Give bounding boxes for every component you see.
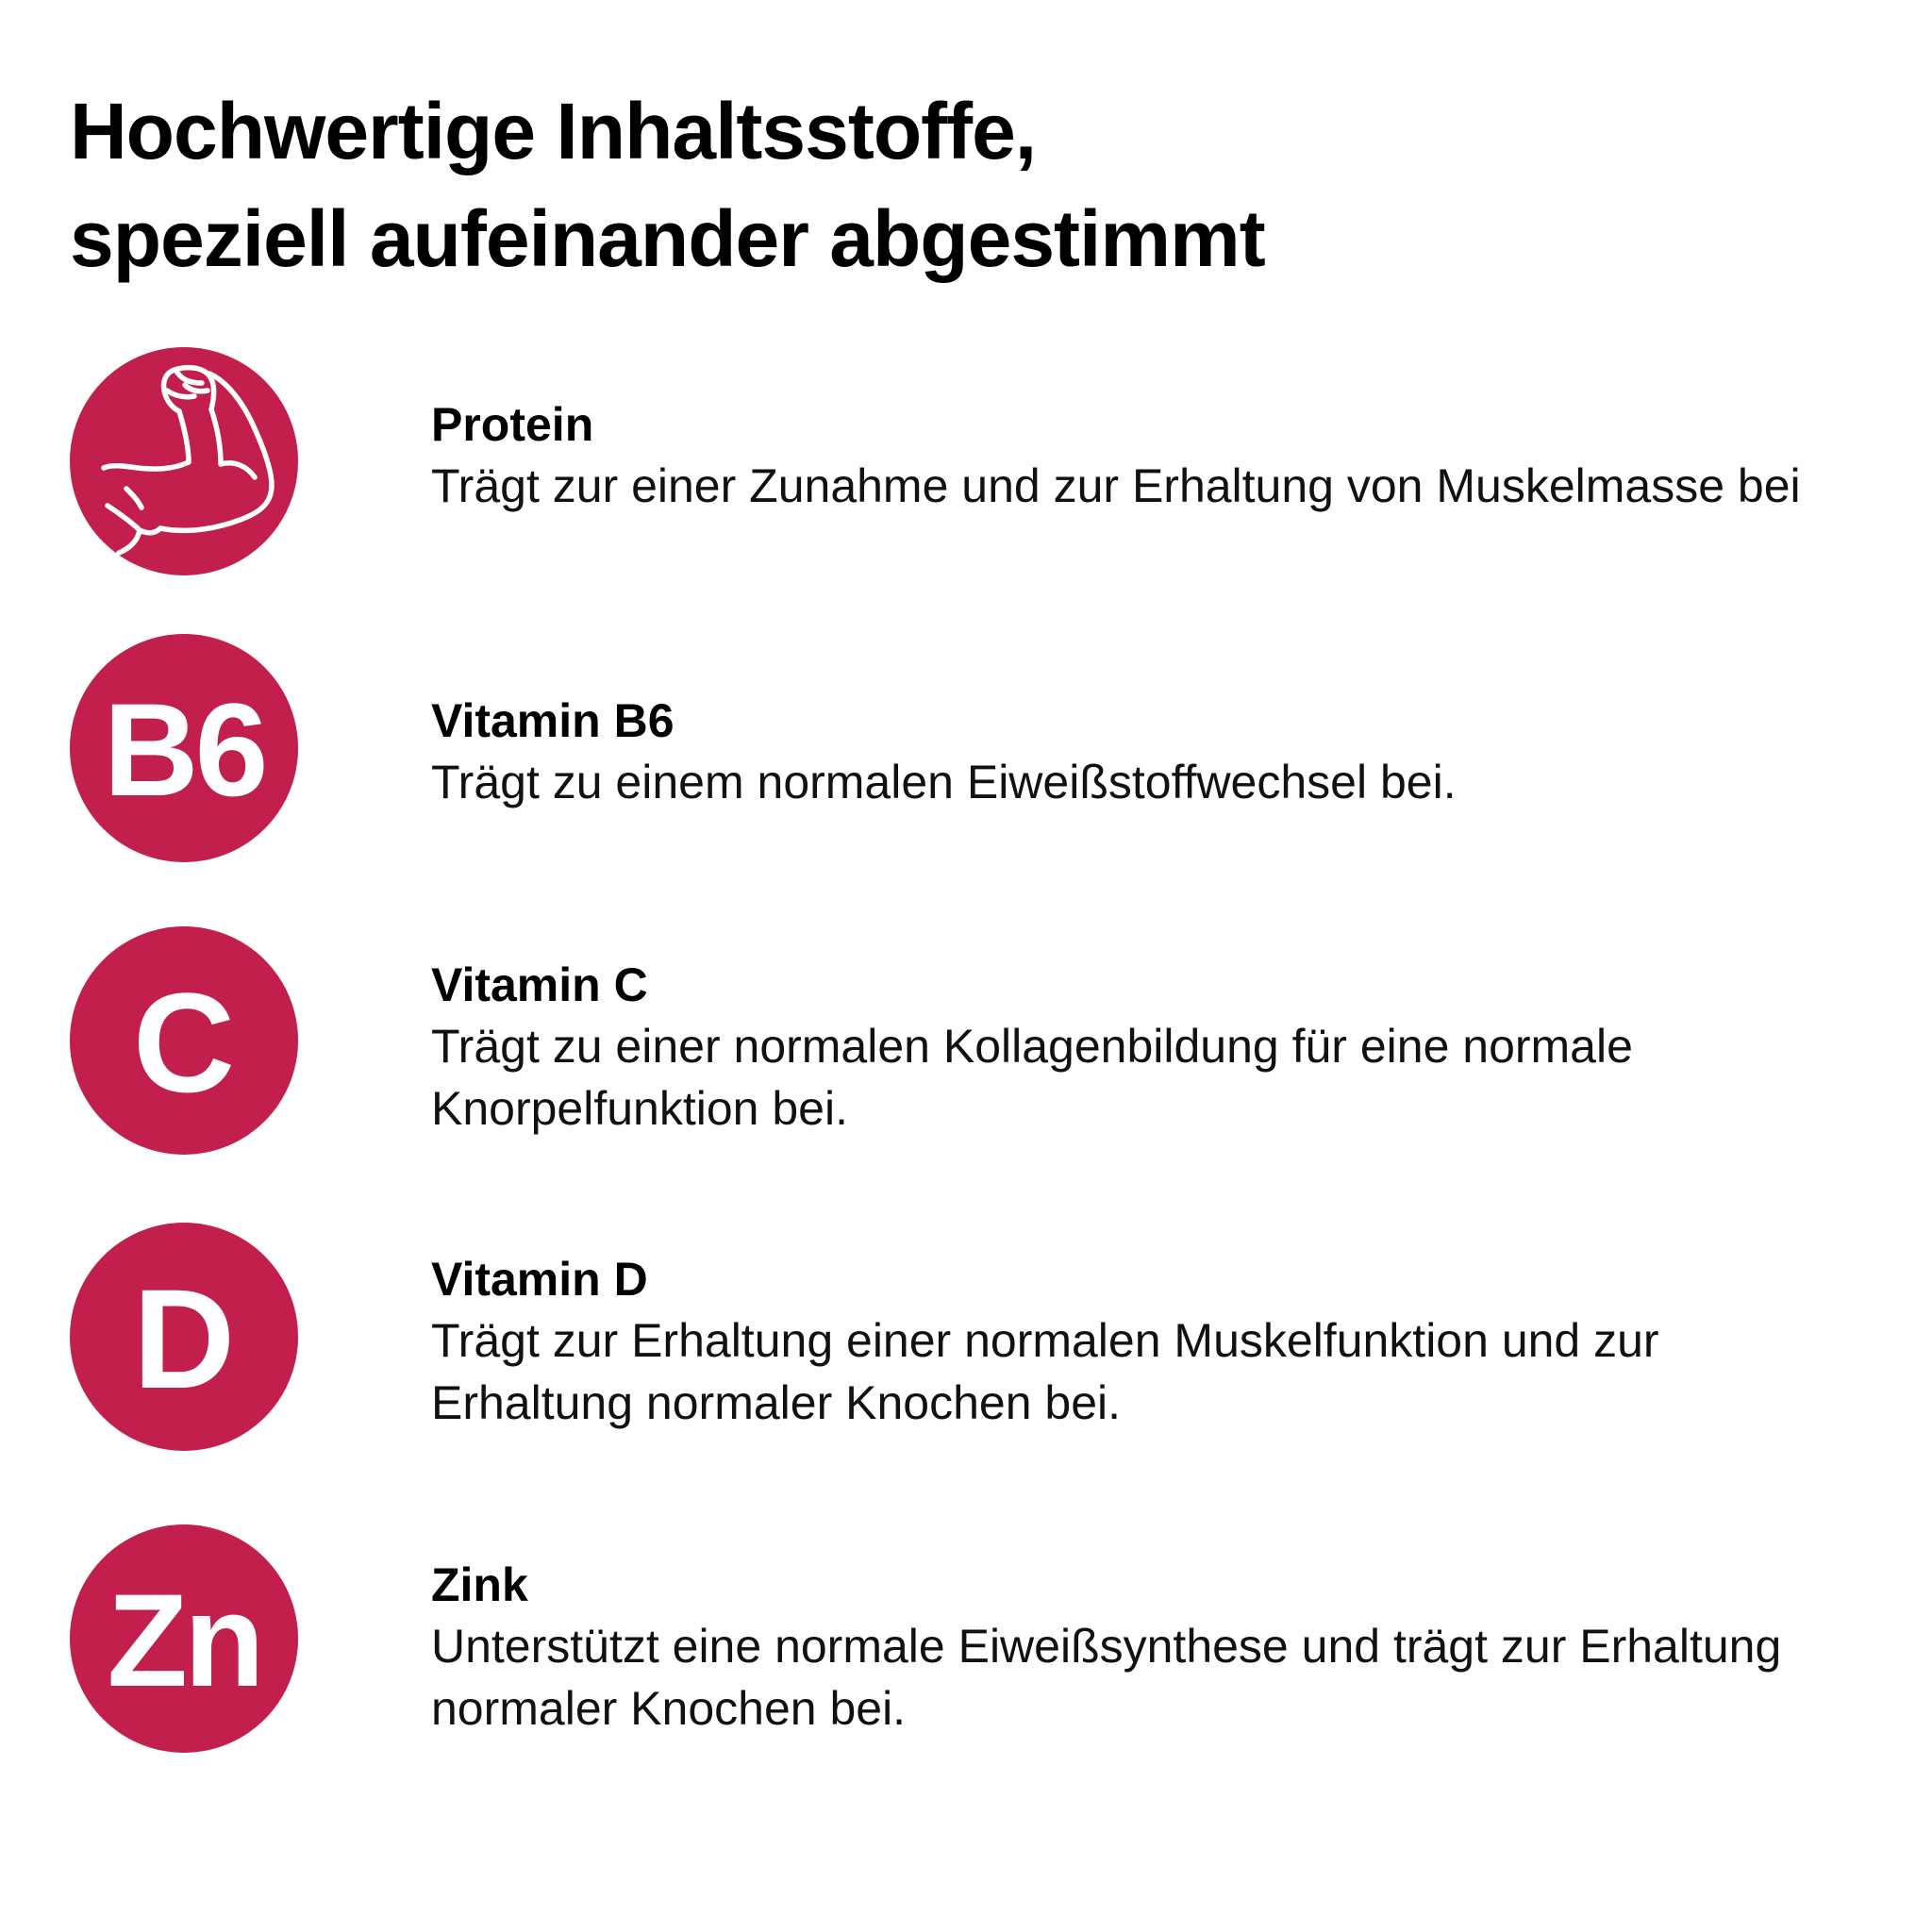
ingredient-name: Zink: [431, 1558, 528, 1611]
ingredient-description: [431, 751, 1846, 813]
ingredient-description: [431, 1615, 1846, 1740]
vitamin-b6-badge: [70, 634, 298, 862]
ingredient-description: [431, 455, 1846, 517]
ingredient-name: Vitamin D: [431, 1253, 648, 1306]
badge-label: B6: [103, 675, 265, 824]
ingredient-description: [431, 1015, 1846, 1140]
description-line: Unterstützt eine normale Eiweißsynthese und trägt zur Erhaltung: [431, 1620, 1782, 1673]
description-line: normaler Knochen bei.: [431, 1682, 907, 1735]
description-line: Erhaltung normaler Knochen bei.: [431, 1376, 1122, 1429]
description-line: Trägt zu einer normalen Kollagenbildung für eine normale: [431, 1020, 1633, 1073]
zink-badge: [70, 1524, 298, 1753]
badge-label: Zn: [107, 1566, 261, 1714]
ingredient-name: Vitamin B6: [431, 694, 675, 747]
description-line: Trägt zur einer Zunahme und zur Erhaltung von Muskelmasse bei: [431, 459, 1801, 512]
badge-label: D: [132, 1259, 236, 1418]
flexed-arm-muscle-icon: [70, 347, 298, 575]
zink-text: [431, 1555, 1846, 1740]
description-line: Knorpelfunktion bei.: [431, 1082, 848, 1135]
vitamin-c-text: [431, 955, 1846, 1140]
protein-badge: [70, 347, 298, 575]
badge-label: C: [132, 963, 236, 1122]
ingredient-name: Protein: [431, 398, 594, 451]
protein-text: [431, 394, 1846, 517]
description-line: Trägt zu einem normalen Eiweißstoffwechsel bei.: [431, 756, 1457, 808]
vitamin-c-badge: [70, 926, 298, 1155]
ingredient-description: [431, 1309, 1846, 1434]
description-line: Trägt zur Erhaltung einer normalen Muskelfunktion und zur: [431, 1314, 1659, 1367]
vitamin-d-text: [431, 1249, 1846, 1434]
page-headline: [70, 77, 1862, 292]
ingredient-name: Vitamin C: [431, 958, 648, 1011]
vitamin-d-badge: [70, 1223, 298, 1451]
headline-line-1: Hochwertige Inhaltsstoffe,: [70, 87, 1037, 175]
headline-line-2: speziell aufeinander abgestimmt: [70, 194, 1265, 283]
vitamin-b6-text: [431, 691, 1846, 813]
